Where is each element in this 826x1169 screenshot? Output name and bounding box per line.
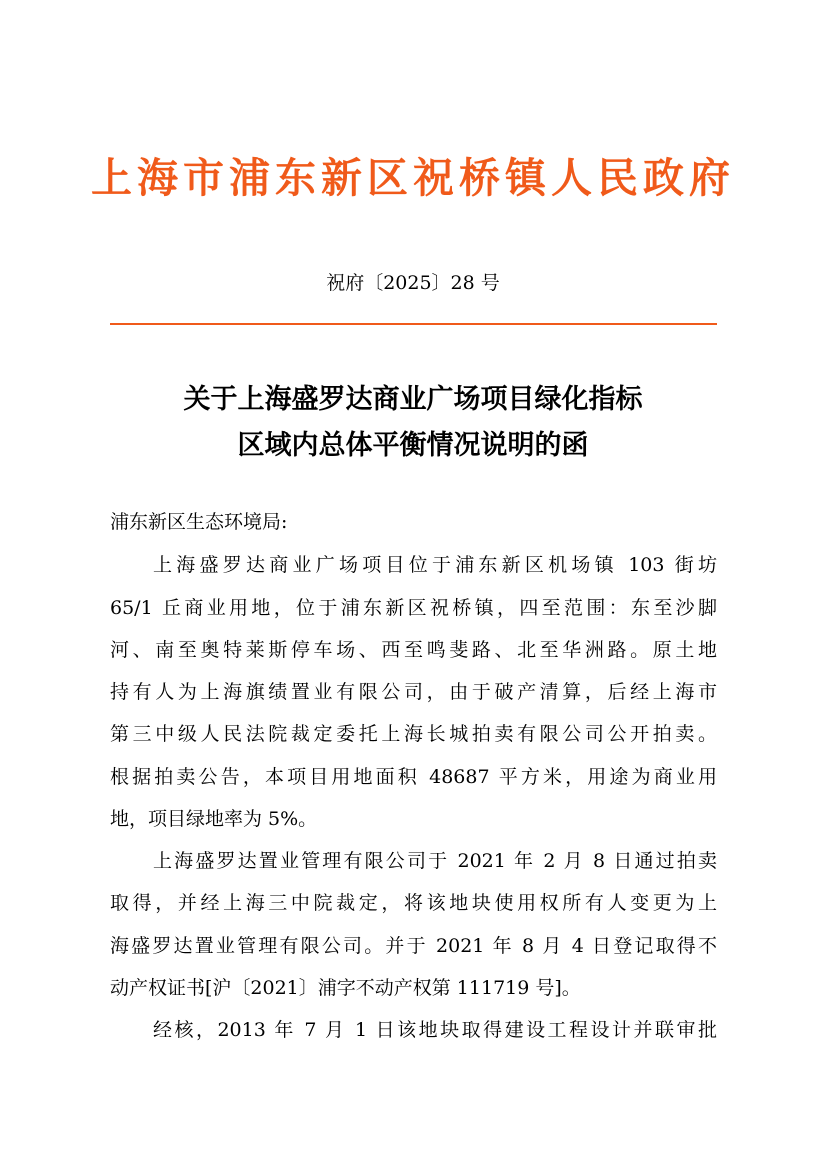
body-line-10: 海盛罗达置业管理有限公司。并于 2021 年 8 月 4 日登记取得不 — [110, 935, 717, 957]
body-line-1: 上海盛罗达商业广场项目位于浦东新区机场镇 103 街坊 — [153, 554, 717, 576]
body-line-12: 经核，2013 年 7 月 1 日该地块取得建设工程设计并联审批 — [153, 1019, 717, 1041]
document-title-line-1: 关于上海盛罗达商业广场项目绿化指标 — [183, 384, 643, 415]
addressee: 浦东新区生态环境局: — [110, 511, 288, 533]
body-line-6: 根据拍卖公告，本项目用地面积 48687 平方米，用途为商业用 — [110, 766, 717, 788]
body-line-3: 河、南至奥特莱斯停车场、西至鸣斐路、北至华洲路。原土地 — [110, 639, 717, 661]
body-line-8: 上海盛罗达置业管理有限公司于 2021 年 2 月 8 日通过拍卖 — [153, 850, 717, 872]
document-title-line-2: 区域内总体平衡情况说明的函 — [237, 430, 589, 461]
issuer-masthead: 上海市浦东新区祝桥镇人民政府 — [91, 154, 735, 202]
body-line-2: 65/1 丘商业用地，位于浦东新区祝桥镇，四至范围：东至沙脚 — [110, 597, 717, 619]
body-line-5: 第三中级人民法院裁定委托上海长城拍卖有限公司公开拍卖。 — [110, 723, 717, 745]
body-line-11: 动产权证书[沪〔2021〕浦字不动产权第 111719 号]。 — [110, 977, 581, 999]
body-line-7: 地，项目绿地率为 5%。 — [110, 808, 318, 830]
body-line-4: 持有人为上海旗绩置业有限公司，由于破产清算，后经上海市 — [110, 681, 717, 703]
document-number: 祝府〔2025〕28 号 — [326, 272, 500, 294]
header-divider — [110, 323, 717, 325]
body-line-9: 取得，并经上海三中院裁定，将该地块使用权所有人变更为上 — [110, 892, 717, 914]
